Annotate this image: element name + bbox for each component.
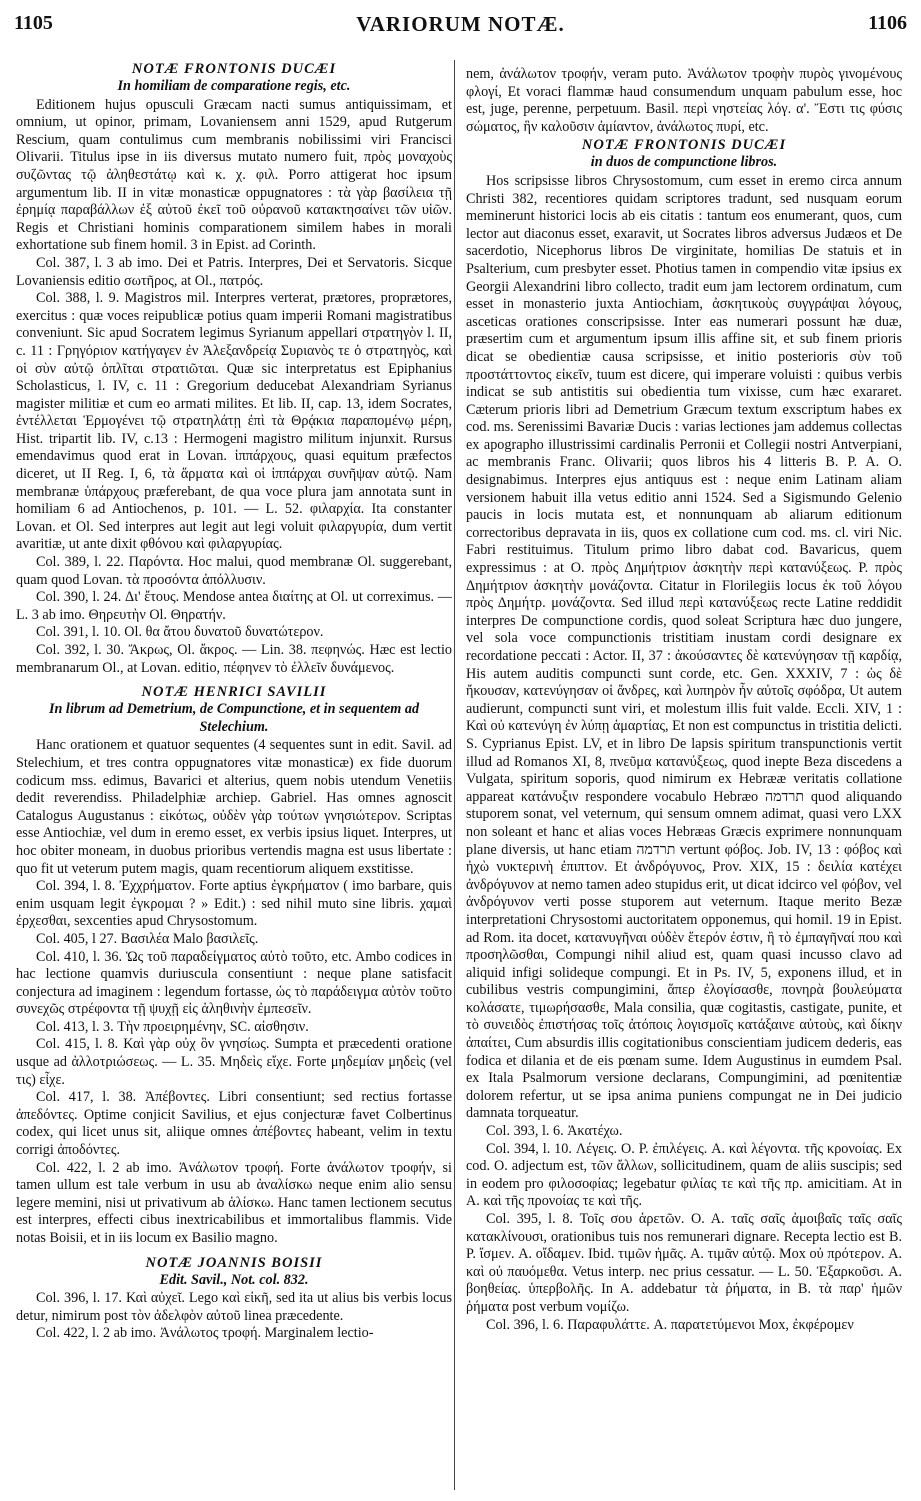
section-heading: NOTÆ JOANNIS BOISII bbox=[145, 1254, 323, 1271]
paragraph: Col. 392, l. 30. Ἄκρως, Ol. ἄκρος. — Lin. 38. πεφηνώς. Hæc est lectio membranarum Ol., at Lovan. editio, πέφηνεν τὸ ἐλλεῖν δυνάμενος. bbox=[16, 642, 452, 676]
paragraph: Col. 387, l. 3 ab imo. Dei et Patris. Interpres, Dei et Servatoris. Sicque Lovaniensis editio σωτῆρος, at Ol., πατρός. bbox=[16, 254, 452, 289]
paragraph: Col. 422, l. 2 ab imo. Ἀνάλωτος τροφή. Marginalem lectio- bbox=[36, 1325, 374, 1342]
paragraph: Col. 395, l. 8. Τοῖς σου ἀρετῶν. O. A. ταῖς σαῖς ἀμοιβαῖς ταῖς σαῖς κατακλίνουσι, orationibus tuis nos remunerari dignare. Recepta lectio est B. P. ἴσμεν. A. οἴδαμεν. Ibid. τιμῶν ἡμᾶς. A. τιμᾶν αὐτῷ. Mox οὐ πρότερον. A. καὶ οὐ παυόμεθα. Vetus interp. nec prius cessatur. — L. 50. Ἐξαρκοῦσι. A. βοηθείας. ὑπερβολῆς. In A. addebatur τὰ ῥήματα, in B. τὰ παρ' ἡμῶν ῥήματα post verbum νομίζω. bbox=[466, 1211, 902, 1315]
paragraph: Col. 396, l. 6. Παραφυλάττε. A. παρατετύμενοι Mox, ἐκφέρομεν bbox=[486, 1316, 854, 1333]
paragraph: Hos scripsisse libros Chrysostomum, cum esset in eremo circa annum Christi 382, recentiores quidam scriptores tradunt, sed nusquam eorum meminerunt historici locis ab eis citatis : tantum eos enumerant, quos, cum lector aut diaconus esset, exaravit, ut Socrates libros adversus Judæos et De sacerdotio, Nicephorus libros De virginitate, homilias De statuis et in Psalterium, cum presbyter esset. Photius tamen in compendio vitæ ipsius ex Georgii Alexandrini libro collecto, tradit eum jam lectorem ordinatum, cum esset in monasterio juxta Antiochiam, ἀσκητικοὺς συγγράψαι λόγους, asceticas orationes conscripsisse. Inter eas numerari possunt hæ duæ, præsertim cum et argumentum ipsum illis affine sit, et sub finem prioris dicat se obedientiæ causa scripsisse, et initio posterioris σὺν τοῦ προστάττοντος εἰκεῖν, tuum est dicere, qui imperare voluisti : quibus verbis indicat se sub antistitis sui obedientia tum vixisse, cum hæc exararet. Cæterum prioris libri ad Demetrium Græcum textum exscriptum habes ex cod. ms. Serenissimi Bavariæ Ducis : varias lectiones jam addemus collectas ex apographo illustrissimi cardinalis Perronii et Collegii nostri Antverpiani, ac membranis Franc. Olivarii; quos libros his 4 litteris B. P. A. O. designabimus. Interpres ejus antiquus est : neque enim Latinam aliam versionem habuit illa vetus editio anni 1524. Sed a Sigismundo Gelenio paucis in locis mutata est, et nonnunquam ab aliarum editionum correctoribus depravata in iis, quos ex collatione cum cod. ms. cl. viri Nic. Fabri restituimus. Titulum primo libro dabat cod. Bavaricus, quem expressimus : at O. πρὸς Δημήτριον ἀσκητὴν περὶ κατανύξεως. P. πρὸς Δημήτριον ἀσκητὴν μονάζοντα. Citatur in Florilegiis locus ἐκ τοῦ λόγου πρὸς Δημήτρ. μονάζοντα. Sed illud περὶ κατανύξεως recte Latine reddidit interpres De compunctione cordis, quod soleat Scriptura hæc duo jungere, vel sola voce compunctionis tristitiam inustam cordi designare ex recordatione peccati : Actor. II, 37 : ἀκούσαντες δὲ κατενύγησαν τῇ καρδίᾳ, His autem auditis compuncti sunt corde, etc. Gen. XXXIV, 7 : ὡς δὲ ἤκουσαν, κατενύγησαν οἱ ἄνδρες, καὶ λυπηρὸν ἦν αὐτοῖς σφόδρα, Ut autem audierunt, compuncti sunt viri, et molestum illis fuit valde. Eccli. XIV, 1 : Καὶ οὐ κατενύγη ἐν λύπῃ ἁμαρτίας, Et non est compunctus in tristitia delicti. S. Cyprianus Epist. LV, et in libro De lapsis spiritum transpunctionis vertit illud ad Romanos XI, 8, πνεῦμα κατανύξεως, quod inepte Beza discedens a Vulgata, spiritum soporis, quod nimirum ex Hebrææ veritatis collatione appareat κατάνυξιν respondere vocabulo Hebræo תרדמה quod aliquando stuporem sonat, vel veternum, qui sensum omnem adimat, quasi vero LXX non soleant et hanc et alias voces Hebræas Græcis exprimere nonnunquam plane diversis, ut hanc etiam תרדמה vertunt φόβος. Job. IV, 13 : φόβος καὶ ἠχὼ νυκτερινὴ ἐπιπτον. Et ἀνδρόγυνος, Prov. XIX, 15 : δειλία κατέχει ἀνδρόγυνον at nemo tamen adeo stupidus erit, ut dicat idcirco vel φόβον, vel ἀνδρόγυνον verti posse stuporem aut veternum. Itaque merito Bezæ interpretationi Chrysostomi auctoritatem opponemus, qui homil. 19 in Epist. ad Rom. ita docet, κατανυγῆναι οὐδὲν ἕτερόν ἐστιν, ἢ τὸ ἐμπαγῆναί που καὶ προσηλῶσθαι, Compungi nihil aliud est, quam quasi incusso clavo ad aliquid infigi solideque compungi. Et in Ps. IV, 5, exponens illud, et in cubilibus vestris compungimini, ἅπερ ἐλογίσασθε, πονηρὰ βουλεύματα κολάσατε, τιμωρήσασθε, Mala consilia, quæ cogitastis, castigate, punite, et τὸ συνειδὸς ἐπιστήσας τοῖς ἀτόποις λογισμοῖς κατάξαινε αὐτοὺς, καὶ δίκην ἀπαίτει, Cum absurdis illis cogitationibus conscientiam judicem dederis, eas fodica et dilania et de eis pœnam sume. Idem Augustinus in eumdem Psal. ex Itala Psalmorum versione declarans, Compungimini, ad pœnitentiæ dolorem refertur, ut se ipsa anima puniens compungat ne in Dei judicio damnata torqueatur. bbox=[466, 172, 902, 1122]
paragraph: Col. 417, l. 38. Ἀπέβοντες. Libri consentiunt; sed rectius fortasse ἀπεδόντες. Optime conjicit Savilius, et ejus conjecturæ favet Colbertinus codex, qui licet unus sit, aliique omnes ἀπέβοντες habeant, velim in textu corrigi ἀποδόντες. bbox=[16, 1089, 452, 1159]
running-title: VARIORUM NOTÆ. bbox=[356, 12, 565, 36]
paragraph: Col. 388, l. 9. Magistros mil. Interpres verterat, prætores, proprætores, exercitus : quæ voces reipublicæ potius quam imperii Romani magistratibus conveniunt. Sic apud Socratem legimus Syrianum appellari στρατηγὸν l. II, c. 11 : Γρηγόριον κατήγαγεν ἐν Ἀλεξανδρείᾳ Συριανὸς τε ὁ στρατηγὸς, καὶ οἱ σὺν αὐτῷ ὁπλῖται στρατιῶται. Quæ sic interpretatus est Epiphanius Scholasticus, l. IV, c. 11 : Gregorium deducebat Alexandriam Syrianus magister militiæ et cum eo armati milites. Et lib. II, cap. 13, idem Socrates, ἐντέλλεται Ἑρμογένει τῷ στρατηλάτῃ ἐπὶ τὰ Θρᾴκια παραπομένῳ μέρη, Hist. tripartit lib. IV, c.13 : Hermogeni magistro militum injunxit. Rursus emendavimus quod erat in Lovan. ἱππάρχους, quasi equitum præfectos diceret, ut II Reg. I, 6, τὰ ἅρματα καὶ οἱ ἱππάρχαι συνῆψαν αὐτῷ. Nam membranæ ὑπάρχους præferebant, de qua voce plura jam annotata sunt in homiliam 6 ad Antiochenos, p. 101. — L. 52. φιλαρχία. Ita constanter Lovan. et Ol. Sed interpres aut legit aut legi voluit φιλαργυρία, dum vertit avaritiæ, ut ante dixit φθόνου καὶ φιλαργυρίας. bbox=[16, 290, 452, 553]
paragraph: Col. 391, l. 10. Ol. θα ἄτου δυνατοῦ δυνατώτερον. bbox=[36, 624, 324, 641]
paragraph: Col. 390, l. 24. Δι' ἔτους. Mendose antea διαίτης at Ol. ut correximus. — L. 3 ab imo. Θηρευτὴν Ol. Θηρατήν. bbox=[16, 589, 452, 623]
section-subheading: Edit. Savil., Not. col. 832. bbox=[159, 1271, 309, 1288]
section-heading: NOTÆ HENRICI SAVILII bbox=[141, 684, 327, 701]
section-subheading: in duos de compunctione libros. bbox=[590, 154, 778, 171]
section-heading: NOTÆ FRONTONIS DUCÆI bbox=[131, 61, 337, 77]
paragraph: nem, ἀνάλωτον τροφήν, veram puto. Ἀνάλωτον τροφὴν πυρὸς γινομένους φλογί, Et voraci flammæ haud consumendum unquam pabulum esse, hoc est, juge, perenne, perpetuum. Basil. περὶ νηστείας λόγ. α'. Ἔστι τις φύσις σώματος, ἣν καλοῦσιν ἀμίαντον, ἀνάλωτος πυρί, etc. bbox=[466, 66, 902, 135]
paragraph: Col. 396, l. 17. Καὶ αὐχεῖ. Lego καὶ εἰκῆ, sed ita ut alius bis verbis locus detur, nimirum post τὸν ἀδελφὸν αὐτοῦ linea præcedente. bbox=[16, 1290, 452, 1324]
paragraph: Hanc orationem et quatuor sequentes (4 sequentes sunt in edit. Savil. ad Stelechium, et tres contra oppugnatores vitæ monasticæ) ex fide duorum codicum mss. edimus, Bavarici et alterius, quem nobis utendum Venetiis dedit reverendiss. Philadelphiæ archiep. Gabriel. Has omnes agnoscit Catalogus Augustanus : εἰκότως, οὐδὲν γὰρ τούτων γνησιώτερον. Scriptas esse Antiochiæ, vel dum in eremo esset, ex verbis ipsius liquet. Interpres, ut hoc obiter moneam, in duobus prioribus vertendis magna est usus libertate : quo fit ut veterum putem magis, quam recentiorum aliquem exstitisse. bbox=[16, 737, 452, 877]
paragraph: Col. 410, l. 36. Ὡς τοῦ παραδείγματος αὐτὸ τοῦτο, etc. Ambo codices in hac lectione quamvis duriuscula consentiunt : neque plane satisfacit conjectura ad imaginem : legendum fortasse, ὡς τὸ παράδειγμα αὐτὸν τοῦτο συνεχῶς στρέφοντα τῇ ψυχῇ εἰς ἀληθινὴν ἐμπεσεῖν. bbox=[16, 948, 452, 1018]
paragraph: Col. 394, l. 10. Λέγεις. O. P. ἐπιλέγεις. A. καὶ λέγοντα. τῆς κρονοίας. Ex cod. O. adjectum est, τῶν ἄλλων, sollicitudinem, quam de aliis suscipis; sed in eodem pro φιλοσοφίας; legebatur φιλίας τε καὶ τῆς πρ. amicitiam. At in A. καὶ τῆς προνοίας τε καὶ τῆς. bbox=[466, 1140, 902, 1210]
page-header bbox=[0, 0, 921, 48]
paragraph: Editionem hujus opusculi Græcam nacti sumus antiquissimam, et omnium, ut opinor, primam, Lovaniensem anni 1529, apud Rutgerum Rescium, quam contulimus cum membranis nobilissimi viri Francisci Olivarii. Titulus ipse in iis diversus mutato numero fuit, πρὸς μοναχοὺς συζῶντας τῷ ἀληθεστάτῳ καὶ κ. χ. φιλ. Porro attigerat hoc ipsum argumentum lib. II in vitæ monasticæ oppugnatores : τὰ γὰρ βασίλεια τῇ ἐρημίᾳ παραβάλλων ἐξ αὐτοῦ ἐκεῖ τοῦ οὐρανοῦ κατακτησαίνει τῶν υἱῶν. Regis et Christiani hominis comparationem similem habes in morali exhortatione sub finem homil. 3 in Epist. ad Corinth. bbox=[16, 96, 452, 254]
page-number-left: 1105 bbox=[14, 12, 53, 34]
paragraph: Col. 415, l. 8. Καὶ γὰρ οὐχ ὃν γνησίως. Sumpta et præcedenti oratione usque ad ἀλλοτριώσεως. — L. 35. Μηδεὶς εἴχε. Forte μηδεμίαν μηδεὶς (vel τις) εἶχε. bbox=[16, 1036, 452, 1088]
section-subheading: In librum ad Demetrium, de Compunctione, et in sequentem ad Stelechium. bbox=[48, 701, 420, 735]
paragraph: Col. 422, l. 2 ab imo. Ἀνάλωτον τροφή. Forte ἀνάλωτον τροφήν, si tamen ullum est tale verbum in usu ab ἀναλίσκω neque enim alio sensu legere memini, nisi ut privativum ab ἁλίσκω. Hanc tamen lectionem secutus est interpres, effecti cibus inextricabilibus et immortalibus flammis. Vide notas Boisii, et in iis locum ex Basilio magno. bbox=[16, 1159, 452, 1246]
paragraph: Col. 393, l. 6. Ἀκατέχω. bbox=[486, 1123, 623, 1140]
paragraph: Col. 405, l 27. Βασιλέα Malo βασιλεῖς. bbox=[36, 930, 259, 947]
paragraph: Col. 413, l. 3. Τὴν προειρημένην, SC. αἰσθησιν. bbox=[36, 1018, 309, 1035]
section-heading: NOTÆ FRONTONIS DUCÆI bbox=[581, 137, 787, 154]
section-subheading: In homiliam de comparatione regis, etc. bbox=[117, 78, 351, 94]
right-column bbox=[466, 66, 902, 1334]
left-column bbox=[16, 60, 452, 1343]
paragraph: Col. 389, l. 22. Παρόντα. Hoc malui, quod membranæ Ol. suggerebant, quam quod Lovan. τὰ προσόντα ἀπόλλυσιν. bbox=[16, 554, 452, 588]
page-number-right: 1106 bbox=[868, 12, 907, 34]
column-divider bbox=[454, 60, 455, 1490]
paragraph: Col. 394, l. 8. Ἐχχρήματον. Forte aptius ἐγκρήματον ( imo barbare, quis enim usquam legit ἐγκρομαι ? » Edit.) : sed nihil muto sine libris. χαμαὶ ἐρχεσθαι, sexcenties apud Chrysostomum. bbox=[16, 878, 452, 930]
